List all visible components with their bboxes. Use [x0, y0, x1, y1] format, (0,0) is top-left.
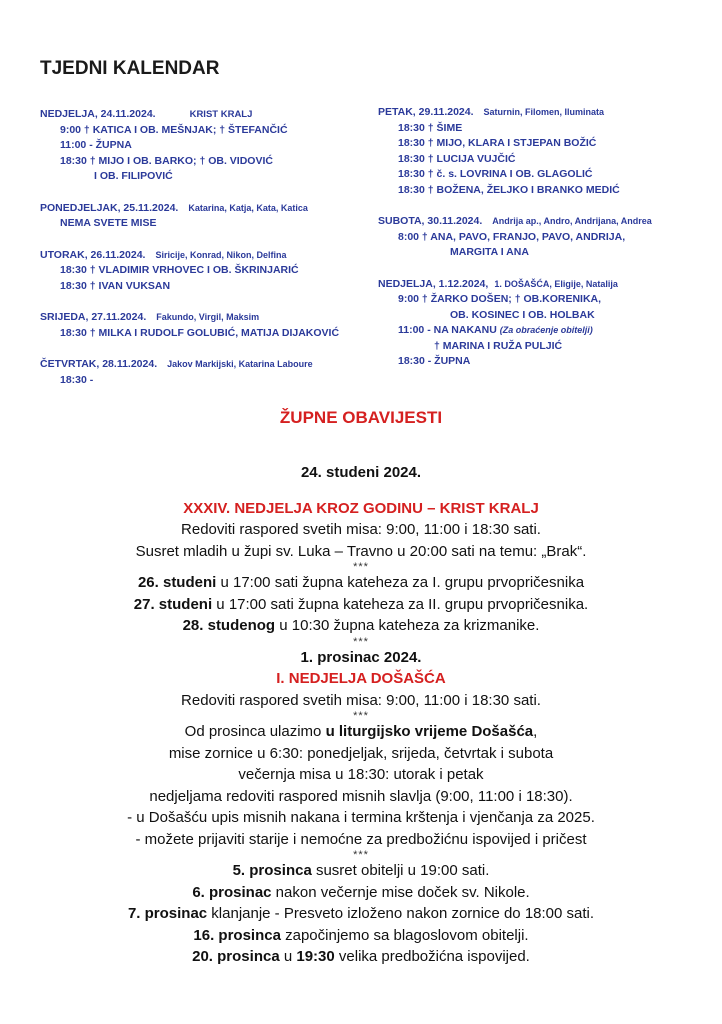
calendar-day-saints: Andrija ap., Andro, Andrijana, Andrea	[492, 216, 652, 226]
calendar-day	[40, 201, 370, 232]
mass-entry: I OB. FILIPOVIĆ	[94, 170, 173, 182]
mass-entry: † MARINA I RUŽA PULJIĆ	[434, 339, 563, 352]
notice-text: Od prosinca ulazimo	[184, 723, 326, 740]
notice-date-bold: 26. studeni	[137, 574, 217, 591]
notices-heading: ŽUPNE OBAVIJESTI	[279, 408, 443, 427]
calendar-day-saints: Fakundo, Virgil, Maksim	[156, 312, 260, 322]
mass-entry: 18:30 -	[60, 373, 94, 386]
mass-entry: 9:00 † ŽARKO DOŠEN; † OB.KORENIKA,	[398, 293, 602, 305]
notice-time-bold: 19:30	[296, 948, 335, 965]
calendar-day-date: NEDJELJA, 1.12.2024,	[378, 277, 489, 290]
notice-text: započinjemo sa blagoslovom obitelji.	[280, 926, 529, 944]
notice-line	[0, 572, 722, 594]
separator-stars: ***	[353, 635, 369, 648]
notice-line: Susret mladih u župi sv. Luka – Travno u 20:00 sati na temu: „Brak“.	[135, 542, 587, 560]
notice-line	[0, 860, 722, 882]
mass-entry: 18:30 † IVAN VUKSAN	[60, 279, 171, 292]
notice-line: mise zornice u 6:30: ponedjeljak, srijeda, četvrtak i subota	[168, 744, 554, 762]
notice-text: klanjanje - Presveto izloženo nakon zornice do 18:00 sati.	[207, 905, 595, 922]
mass-entry: 18:30 † ŠIME	[398, 121, 463, 134]
mass-entry: 18:30 † MIJO, KLARA I STJEPAN BOŽIĆ	[398, 137, 597, 149]
notice-date-bold: 20. prosinca	[192, 948, 280, 965]
notice-text: u 17:00 sati župna kateheza za I. grupu prvopričesnika	[216, 574, 585, 591]
calendar-day	[378, 277, 698, 370]
notice-date-bold: 7. prosinac	[127, 905, 208, 922]
notice-emphasis: u liturgijsko vrijeme Došašća	[325, 723, 534, 740]
notice-line: večernja misa u 18:30: utorak i petak	[238, 766, 484, 783]
mass-entry: 18:30 † č. s. LOVRINA I OB. GLAGOLIĆ	[398, 168, 593, 180]
notice-line: Redoviti raspored svetih misa: 9:00, 11:00 i 18:30 sati.	[181, 521, 541, 538]
notice-text: u 17:00 sati župna kateheza za II. grupu prvopričesnika.	[212, 595, 589, 613]
calendar-day-header	[378, 105, 698, 121]
notice-liturgical-title: XXXIV. NEDJELJA KROZ GODINU – KRIST KRALJ	[183, 499, 539, 517]
calendar-day	[378, 214, 698, 261]
mass-entry: 18:30 † VLADIMIR VRHOVEC I OB. ŠKRINJARIĆ	[60, 264, 299, 276]
calendar-day-date: PETAK, 29.11.2024.	[378, 106, 474, 118]
notice-date-bold: 16. prosinca	[193, 926, 281, 944]
calendar-day-header	[40, 201, 370, 217]
mass-entry: NEMA SVETE MISE	[60, 217, 157, 229]
notice-liturgical-title: I. NEDJELJA DOŠAŠĆA	[276, 670, 446, 687]
calendar-day	[40, 107, 370, 185]
notice-date-bold: 5. prosinca	[232, 862, 312, 879]
notice-date-bold: 28. studenog	[182, 617, 276, 634]
notice-line	[0, 721, 722, 743]
notice-line	[0, 594, 722, 616]
calendar-day	[40, 310, 370, 341]
notice-line	[0, 925, 722, 947]
calendar-day-date: ČETVRTAK, 28.11.2024.	[40, 358, 158, 370]
notice-text: u 10:30 župna kateheza za krizmanike.	[275, 617, 540, 634]
calendar-column-right	[378, 105, 698, 386]
notice-text: u	[279, 948, 297, 965]
calendar-day-date: UTORAK, 26.11.2024.	[40, 248, 146, 261]
notice-line	[0, 615, 722, 637]
calendar-day-saints: 1. DOŠAŠĆA, Eligije, Natalija	[494, 278, 618, 289]
notice-line: - u Došašću upis misnih nakana i termina krštenja i vjenčanja za 2025.	[127, 809, 595, 826]
calendar-day-header	[40, 357, 370, 373]
calendar-day-date: SRIJEDA, 27.11.2024.	[40, 311, 147, 323]
spacer	[0, 484, 722, 498]
notice-line	[0, 946, 722, 968]
notice-line: - možete prijaviti starije i nemoćne za predbožićnu ispovijed i pričest	[135, 830, 587, 848]
notice-date-bold: 27. studeni	[133, 595, 213, 613]
separator-stars: ***	[353, 561, 369, 573]
notice-date: 24. studeni 2024.	[300, 464, 422, 481]
mass-entry: 8:00 † ANA, PAVO, FRANJO, PAVO, ANDRIJA,	[398, 230, 626, 243]
mass-entry: 11:00 - ŽUPNA	[60, 139, 132, 151]
calendar-day-date: NEDJELJA, 24.11.2024.	[40, 108, 156, 120]
calendar-day-header	[40, 248, 370, 264]
calendar-day-header	[40, 107, 370, 123]
notice-line: nedjeljama redoviti raspored misnih slavlja (9:00, 11:00 i 18:30).	[149, 787, 573, 805]
calendar-day	[378, 105, 698, 198]
mass-entry: 18:30 † MIJO I OB. BARKO; † OB. VIDOVIĆ	[60, 154, 273, 167]
mass-entry: 9:00 † KATICA I OB. MEŠNJAK; † ŠTEFANČIĆ	[60, 123, 288, 136]
notice-date-bold: 6. prosinac	[192, 883, 272, 901]
calendar-day-saints: Katarina, Katja, Kata, Katica	[188, 202, 308, 213]
calendar-day-saints: KRIST KRALJ	[189, 109, 253, 120]
calendar-day	[40, 248, 370, 295]
notice-line	[0, 882, 722, 904]
calendar-day-saints: Saturnin, Filomen, Iluminata	[483, 107, 605, 117]
calendar-day-saints: Siricije, Konrad, Nikon, Delfina	[155, 249, 287, 260]
calendar-day-header	[378, 214, 698, 230]
notice-text: ,	[533, 723, 538, 740]
separator-stars: ***	[353, 849, 369, 861]
notice-date: 1. prosinac 2024.	[300, 648, 422, 666]
mass-entry: MARGITA I ANA	[450, 246, 529, 258]
notices-list	[0, 462, 722, 968]
mass-note: (Za obraćenje obitelji)	[499, 325, 593, 335]
calendar-day-date: SUBOTA, 30.11.2024.	[378, 215, 483, 227]
calendar-day-header	[40, 310, 370, 326]
mass-entry: OB. KOSINEC I OB. HOLBAK	[450, 308, 595, 321]
calendar-day-date: PONEDJELJAK, 25.11.2024.	[40, 201, 179, 214]
calendar-column-left	[40, 107, 370, 404]
separator-stars: ***	[353, 710, 369, 722]
mass-entry: 18:30 † LUCIJA VUJČIĆ	[398, 152, 516, 165]
mass-entry: 18:30 † MILKA I RUDOLF GOLUBIĆ, MATIJA DIJAKOVIĆ	[60, 326, 340, 339]
notice-text: nakon večernje mise doček sv. Nikole.	[271, 883, 530, 901]
mass-entry: 18:30 † BOŽENA, ŽELJKO I BRANKO MEDIĆ	[398, 183, 620, 196]
notice-line: Redoviti raspored svetih misa: 9:00, 11:00 i 18:30 sati.	[181, 691, 541, 709]
notice-line	[0, 903, 722, 925]
calendar-day-saints: Jakov Markijski, Katarina Laboure	[167, 359, 313, 369]
calendar-day	[40, 357, 370, 388]
notice-text: velika predbožićna ispovijed.	[334, 948, 530, 965]
page-title: TJEDNI KALENDAR	[40, 58, 220, 79]
mass-entry: 11:00 - NA NAKANU (Za obraćenje obitelji)	[398, 324, 593, 336]
mass-entry: 18:30 - ŽUPNA	[398, 355, 471, 367]
notice-text: susret obitelji u 19:00 sati.	[311, 862, 490, 879]
calendar-day-header	[378, 277, 698, 293]
